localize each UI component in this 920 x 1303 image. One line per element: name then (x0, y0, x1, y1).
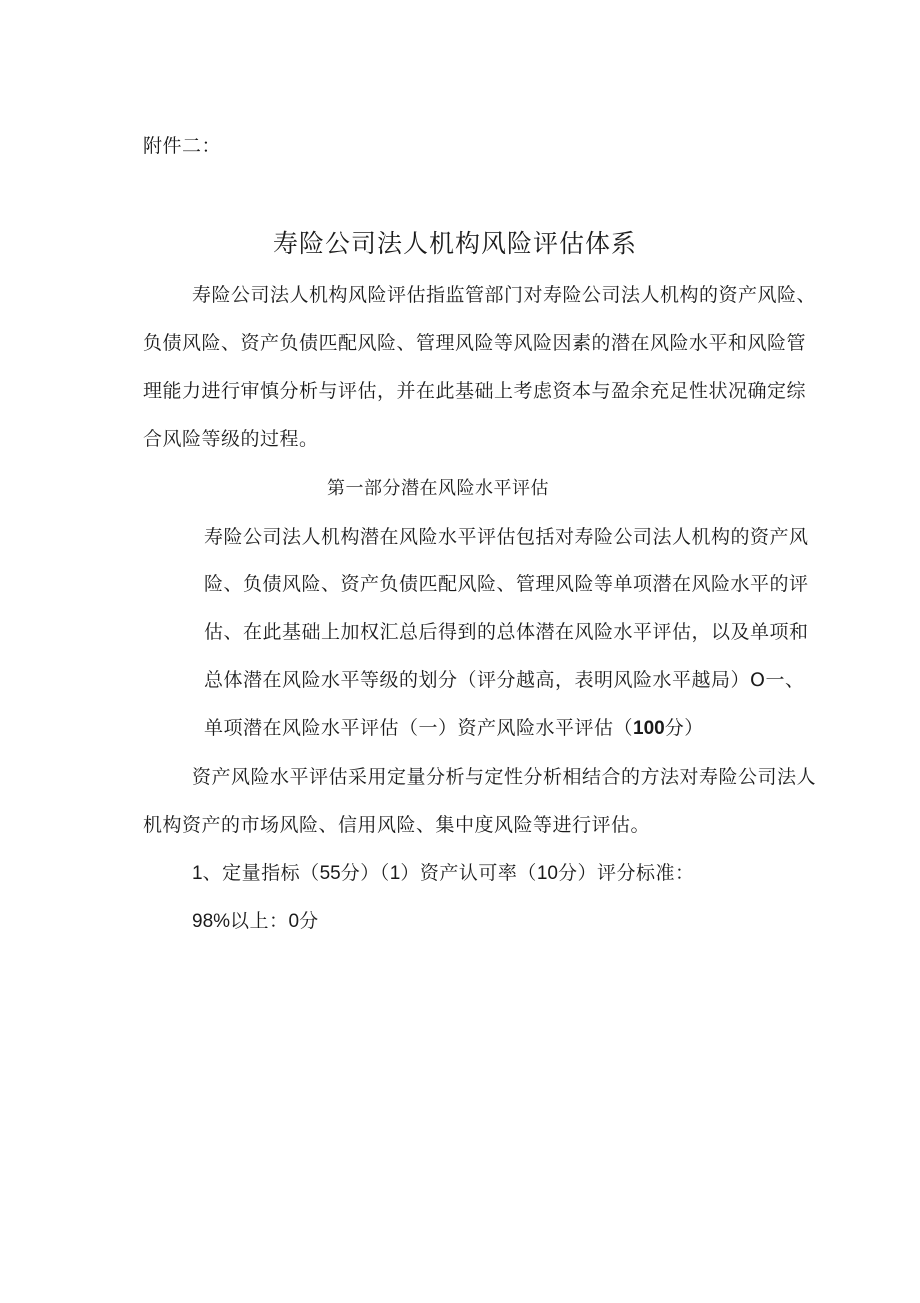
asset-risk-heading (204, 716, 704, 741)
intro-line-2: 负债风险、资产负债匹配风险、管理风险等风险因素的潜在风险水平和风险管 (143, 332, 807, 354)
indicator-text-1: 、定量指标（ (202, 862, 320, 884)
indicator-number: 1 (192, 863, 203, 884)
section-title: 第一部分潜在风险水平评估 (327, 478, 549, 499)
criterion-score: 0 (288, 911, 300, 932)
section-line-1: 寿险公司法人机构潜在风险水平评估包括对寿险公司法人机构的资产风 (204, 526, 809, 548)
heading-prefix: 单项潜在风险水平评估（一）资产风险水平评估（ (204, 717, 634, 739)
attachment-label: 附件二： (143, 135, 222, 157)
indicator-text-3: ）资产认可率（ (400, 862, 537, 884)
scoring-criterion-line (192, 909, 319, 934)
criterion-text-1: 以上： (230, 910, 289, 932)
indicator-text-4: 分）评分标准： (557, 862, 695, 884)
section-line-3: 估、在此基础上加权汇总后得到的总体潜在风险水平评估，以及单项和 (204, 621, 809, 643)
intro-line-1: 寿险公司法人机构风险评估指监管部门对寿险公司法人机构的资产风险、 (192, 284, 817, 306)
quantitative-indicator-line (192, 861, 695, 886)
criterion-text-2: 分 (299, 910, 319, 932)
heading-suffix: 分） (664, 717, 704, 739)
document-title: 寿险公司法人机构风险评估体系 (273, 229, 638, 258)
intro-line-4: 合风险等级的过程。 (143, 428, 319, 450)
section-line-4: 总体潜在风险水平等级的划分（评分越高，表明风险水平越局）O一、 (204, 669, 805, 691)
section-line-2: 险、负债风险、资产负债匹配风险、管理风险等单项潜在风险水平的评 (204, 573, 809, 595)
criterion-threshold: 98% (192, 911, 231, 932)
asset-line-1: 资产风险水平评估采用定量分析与定性分析相结合的方法对寿险公司法人 (192, 766, 817, 788)
sub-item-number: 1 (389, 863, 401, 884)
asset-line-2: 机构资产的市场风险、信用风险、集中度风险等进行评估。 (143, 814, 651, 836)
intro-line-3: 理能力进行审慎分析与评估，并在此基础上考虑资本与盈余充足性状况确定综 (143, 380, 807, 402)
heading-score: 100 (633, 718, 665, 739)
indicator-text-2: 分）（ (340, 862, 390, 884)
indicator-score: 55 (319, 863, 341, 884)
sub-item-score: 10 (536, 863, 558, 884)
